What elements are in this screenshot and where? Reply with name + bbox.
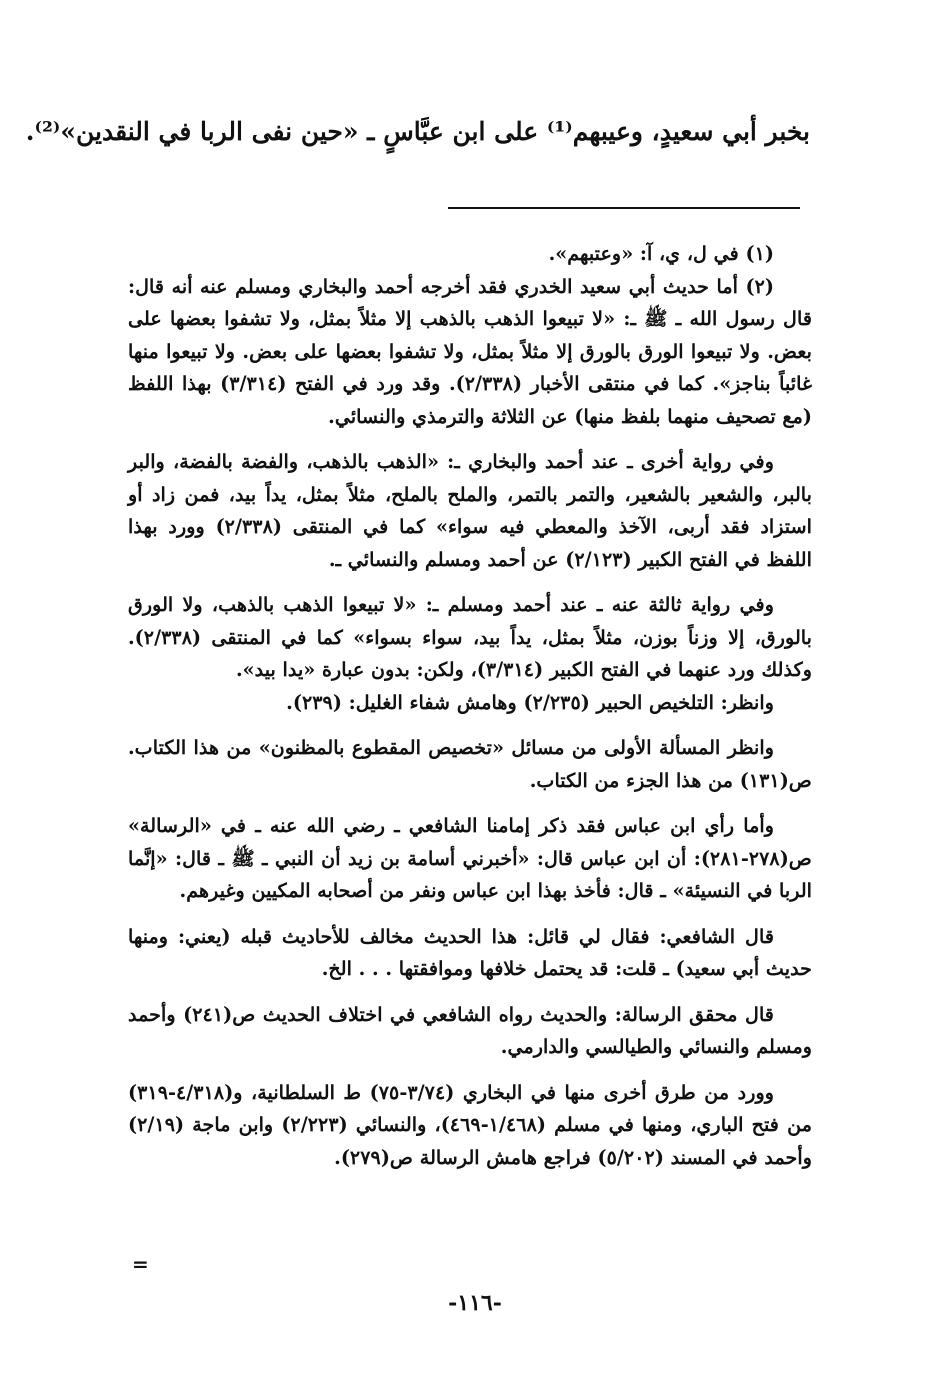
continuation-mark: = bbox=[132, 1252, 149, 1276]
footnote-paragraph: وفي رواية ثالثة عنه ـ عند أحمد ومسلم ـ: «لا تبيعوا الذهب بالذهب، ولا الورق بالورق، إلا وزناً بوزن، مثلاً بمثل، يداً بيد، سواء بسواء» كما في المنتقى (٢/٣٣٨). وكذلك ورد عنهما في الفتح الكبير (٣/٣١٤)، ولكن: بدون عبارة «يدا بيد». bbox=[128, 593, 812, 681]
footnote-paragraph: (١) في ل، ي، آ: «وعتبهم». bbox=[548, 242, 774, 265]
footnote-paragraph: وورد من طرق أخرى منها في البخاري (٣/٧٤-٧٥) ط السلطانية، و(٤/٣١٨-٣١٩) من فتح الباري، ومنها في مسلم (١/٤٦٨-٤٦٩)، والنسائي (٢/٢٢٣) وابن ماجة (٢/١٩) وأحمد في المسند (٥/٢٠٢) فراجع هامش الرسالة ص(٢٧٩). bbox=[128, 1080, 812, 1169]
footnotes bbox=[128, 238, 812, 1174]
footnote-paragraph: وأما رأي ابن عباس فقد ذكر إمامنا الشافعي ـ رضي الله عنه ـ في «الرسالة» ص(٢٧٨-٢٨١): أن ابن عباس قال: «أخبرني أسامة بن زيد أن النبي ـ ﷺ ـ قال: «إنَّما الربا في النسيئة» ـ قال: فأخذ بهذا ابن عباس ونفر من أصحابه المكيين وغيرهم. bbox=[128, 814, 812, 902]
footnote-paragraph: وانظر المسألة الأولى من مسائل «تخصيص المقطوع بالمظنون» من هذا الكتاب. ص(١٣١) من هذا الجزء من الكتاب. bbox=[128, 736, 812, 792]
main-text: بخبر أبي سعيدٍ، وعيبهم⁽¹⁾ على ابن عبَّاسٍ ـ «حين نفى الربا في النقدين»⁽²⁾. bbox=[25, 117, 810, 146]
footnote-separator bbox=[448, 207, 800, 209]
footnote-paragraph: قال محقق الرسالة: والحديث رواه الشافعي في اختلاف الحديث ص(٢٤١) وأحمد ومسلم والنسائي والطيالسي والدارمي. bbox=[128, 1002, 812, 1058]
page-number: -١١٦- bbox=[448, 1290, 502, 1316]
footnote-paragraph: قال الشافعي: فقال لي قائل: هذا الحديث مخالف للأحاديث قبله (يعني: ومنها حديث أبي سعيد) ـ قلت: قد يحتمل خلافها وموافقتها . . . الخ. bbox=[128, 924, 812, 980]
footnote-paragraph: (٢) أما حديث أبي سعيد الخدري فقد أخرجه أحمد والبخاري ومسلم عنه أنه قال: قال رسول الله ـ ﷺ ـ: «لا تبيعوا الذهب بالذهب إلا مثلاً بمثل، ولا تشفوا بعضها على بعض. ولا تبيعوا الورق بالورق إلا مثلاً بمثل، ولا تشفوا بعضها على بعض. ولا تبيعوا منها غائباً بناجز». كما في منتقى الأخبار (٢/٣٣٨). وقد ورد في الفتح (٣/٣١٤) بهذا اللفظ (مع تصحيف منهما بلفظ منها) عن الثلاثة والترمذي والنسائي. bbox=[128, 274, 812, 428]
footnote-paragraph: وانظر: التلخيص الحبير (٢/٢٣٥) وهامش شفاء الغليل: (٢٣٩). bbox=[286, 690, 774, 714]
footnote-paragraph: وفي رواية أخرى ـ عند أحمد والبخاري ـ: «الذهب بالذهب، والفضة بالفضة، والبر بالبر، والشعير بالشعير، والتمر بالتمر، والملح بالملح، مثلاً بمثل، يداً بيد، فمن زاد أو استزاد فقد أربى، الآخذ والمعطي فيه سواء» كما في المنتقى (٢/٣٣٨) وورد بهذا اللفظ في الفتح الكبير (٢/١٢٣) عن أحمد ومسلم والنسائي ـ. bbox=[128, 450, 812, 571]
